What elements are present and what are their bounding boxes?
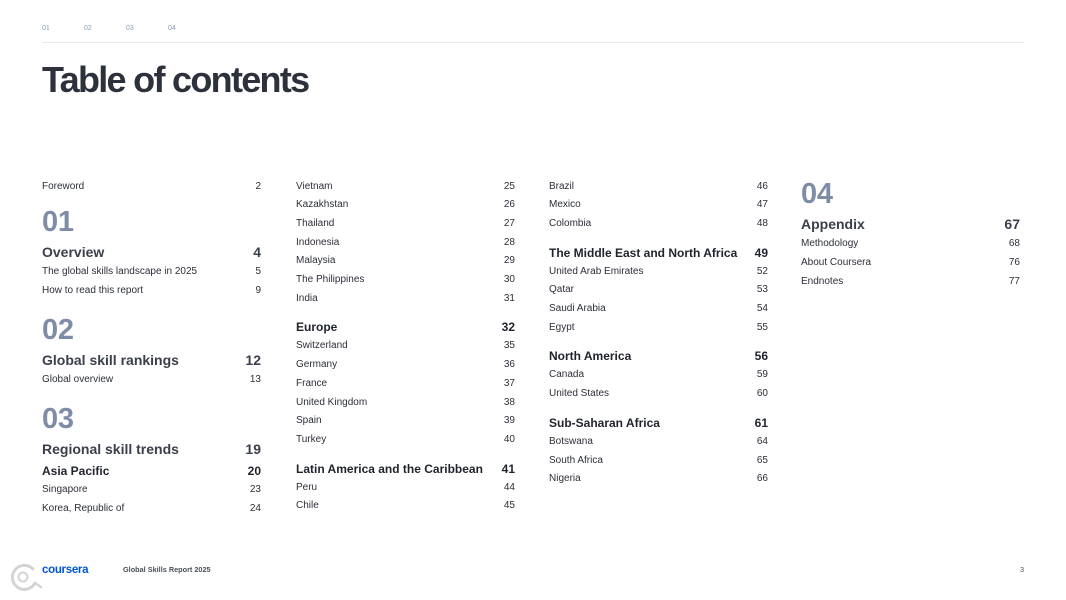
toc-entry-page-number: 36 [503, 359, 515, 371]
chapter-heading-page-number: 4 [253, 243, 261, 260]
toc-entry-page-number: 44 [503, 481, 515, 493]
chapter-number-label: 04 [801, 178, 833, 211]
toc-entry-page-number: 53 [756, 284, 768, 296]
toc-entry-label: Chile [296, 500, 319, 512]
toc-entry-label: Egypt [549, 321, 575, 333]
toc-entry-label: United Kingdom [296, 396, 368, 408]
coursera-logo: coursera [42, 564, 89, 576]
watermark-logo [6, 561, 46, 593]
toc-entry[interactable] [296, 252, 515, 271]
toc-entry-page-number: 68 [1008, 238, 1020, 250]
page-title: Table of contents [42, 59, 309, 100]
toc-entry-label: South Africa [549, 454, 603, 466]
toc-entry[interactable] [296, 412, 515, 431]
chapter-heading[interactable] [42, 349, 261, 371]
toc-entry-page-number: 35 [503, 340, 515, 352]
toc-entry-page-number: 23 [249, 484, 261, 496]
chapter-number [42, 404, 261, 434]
chapter-number-label: 03 [42, 402, 74, 435]
toc-entry[interactable] [801, 273, 1020, 292]
toc-entry-label: Brazil [549, 180, 575, 192]
toc-entry-label: Nigeria [549, 473, 581, 485]
toc-column-1 [42, 178, 261, 519]
toc-entry-label: Canada [549, 369, 585, 381]
chapter-heading-label: Overview [42, 243, 105, 260]
chapter-number-label: 02 [42, 313, 74, 346]
toc-entry[interactable] [296, 178, 515, 197]
toc-entry-label: Vietnam [296, 180, 333, 192]
chapter-heading[interactable] [42, 438, 261, 460]
chapter-heading-page-number: 67 [1004, 216, 1020, 233]
toc-entry-page-number: 13 [249, 373, 261, 385]
toc-entry[interactable] [549, 470, 768, 489]
toc-entry[interactable] [42, 178, 261, 197]
toc-entry-page-number: 28 [503, 236, 515, 248]
region-heading-label: Sub-Saharan Africa [549, 415, 660, 430]
region-heading[interactable] [42, 462, 261, 481]
toc-entry-page-number: 39 [503, 415, 515, 427]
chapter-heading-label: Appendix [801, 216, 865, 233]
toc-entry-label: Switzerland [296, 340, 348, 352]
toc-entry-page-number: 9 [255, 284, 261, 296]
chapter-heading-page-number: 19 [245, 440, 261, 457]
region-heading-label: Europe [296, 320, 338, 335]
toc-entry-label: France [296, 377, 328, 389]
toc-entry-page-number: 40 [503, 433, 515, 445]
toc-entry-label: Endnotes [801, 275, 844, 287]
region-heading-page-number: 49 [754, 245, 768, 260]
toc-entry-page-number: 5 [255, 265, 261, 277]
toc-entry-label: Malaysia [296, 255, 336, 267]
toc-entry[interactable] [549, 196, 768, 215]
toc-entry-label: Kazakhstan [296, 199, 349, 211]
chapter-number [42, 207, 261, 237]
toc-entry-page-number: 77 [1008, 275, 1020, 287]
region-heading-label: Asia Pacific [42, 464, 110, 479]
toc-entry-page-number: 46 [756, 180, 768, 192]
toc-entry-label: Indonesia [296, 236, 340, 248]
chapter-number-label: 01 [42, 205, 74, 238]
toc-entry-label: Germany [296, 359, 338, 371]
toc-entry[interactable] [296, 497, 515, 516]
toc-entry-label: The Philippines [296, 274, 365, 286]
toc-entry-label: Methodology [801, 238, 859, 250]
toc-entry-label: India [296, 292, 318, 304]
chapter-heading-page-number: 12 [245, 351, 261, 368]
toc-entry-label: United States [549, 388, 610, 400]
toc-entry-page-number: 66 [756, 473, 768, 485]
region-heading[interactable] [549, 414, 768, 433]
toc-entry-page-number: 48 [756, 218, 768, 230]
chapter-heading[interactable] [42, 241, 261, 263]
chapter-nav [42, 24, 210, 34]
toc-entry[interactable] [549, 319, 768, 338]
toc-entry-page-number: 31 [503, 292, 515, 304]
region-heading[interactable] [296, 460, 515, 479]
toc-entry-label: United Arab Emirates [549, 265, 644, 277]
toc-entry-page-number: 45 [503, 500, 515, 512]
toc-entry[interactable] [296, 290, 515, 309]
toc-entry[interactable] [296, 215, 515, 234]
toc-entry-label: Peru [296, 481, 318, 493]
toc-entry-label: The global skills landscape in 2025 [42, 265, 198, 277]
region-heading-page-number: 41 [501, 461, 515, 476]
toc-entry-label: Turkey [296, 433, 327, 445]
toc-entry[interactable] [549, 281, 768, 300]
region-heading[interactable] [296, 318, 515, 337]
toc-entry-page-number: 27 [503, 218, 515, 230]
toc-entry[interactable] [549, 178, 768, 197]
toc-entry-page-number: 47 [756, 199, 768, 211]
chapter-heading[interactable] [801, 213, 1020, 235]
toc-entry[interactable] [42, 282, 261, 301]
nav-tab-03[interactable]: 03 [126, 25, 134, 32]
footer-report-name: Global Skills Report 2025 [123, 565, 211, 574]
region-heading[interactable] [549, 244, 768, 263]
chapter-number [42, 315, 261, 345]
toc-entry-page-number: 52 [756, 265, 768, 277]
toc-entry-page-number: 60 [756, 388, 768, 400]
toc-entry-label: Mexico [549, 199, 581, 211]
region-heading-page-number: 56 [754, 349, 768, 364]
toc-entry[interactable] [296, 356, 515, 375]
toc-entry-label: Spain [296, 415, 322, 427]
toc-column-4 [801, 178, 1020, 292]
toc-entry-page-number: 26 [503, 199, 515, 211]
toc-entry[interactable] [296, 431, 515, 450]
toc-entry[interactable] [549, 433, 768, 452]
toc-entry-page-number: 30 [503, 274, 515, 286]
toc-entry-page-number: 55 [756, 321, 768, 333]
toc-entry[interactable] [549, 300, 768, 319]
toc-entry-page-number: 64 [756, 435, 768, 447]
toc-entry[interactable] [42, 500, 261, 519]
toc-entry-page-number: 29 [503, 255, 515, 267]
toc-entry[interactable] [296, 271, 515, 290]
toc-entry-page-number: 2 [255, 180, 261, 192]
toc-entry[interactable] [296, 394, 515, 413]
toc-entry[interactable] [801, 254, 1020, 273]
nav-tab-01[interactable]: 01 [42, 25, 50, 32]
toc-entry-page-number: 65 [756, 454, 768, 466]
toc-entry[interactable] [549, 452, 768, 471]
toc-entry[interactable] [296, 337, 515, 356]
toc-entry[interactable] [296, 234, 515, 253]
chapter-heading-label: Regional skill trends [42, 440, 179, 457]
chapter-heading-label: Global skill rankings [42, 351, 179, 368]
toc-entry-page-number: 76 [1008, 256, 1020, 268]
toc-entry-label: Saudi Arabia [549, 303, 606, 315]
toc-entry-label: Korea, Republic of [42, 503, 125, 515]
toc-entry-label: About Coursera [801, 256, 872, 268]
region-heading-label: The Middle East and North Africa [549, 245, 738, 260]
toc-column-2 [296, 178, 515, 516]
toc-entry-page-number: 24 [249, 503, 261, 515]
toc-entry[interactable] [42, 481, 261, 500]
header-divider [42, 42, 1024, 43]
toc-entry[interactable] [296, 479, 515, 498]
toc-entry[interactable] [549, 263, 768, 282]
region-heading-label: North America [549, 349, 632, 364]
toc-entry-label: Colombia [549, 218, 592, 230]
toc-column-3 [549, 178, 768, 489]
toc-entry[interactable] [549, 366, 768, 385]
toc-entry[interactable] [42, 371, 261, 390]
region-heading[interactable] [549, 347, 768, 366]
toc-entry-page-number: 37 [503, 377, 515, 389]
toc-entry-label: Foreword [42, 180, 85, 192]
region-heading-label: Latin America and the Caribbean [296, 461, 483, 476]
toc-entry[interactable] [296, 375, 515, 394]
toc-entry-label: Qatar [549, 284, 575, 296]
toc-entry-label: Botswana [549, 435, 593, 447]
nav-tab-04[interactable]: 04 [168, 25, 176, 32]
toc-entry-page-number: 54 [756, 303, 768, 315]
toc-entry[interactable] [549, 215, 768, 234]
footer-page-number: 3 [1019, 565, 1024, 574]
region-heading-page-number: 20 [247, 464, 261, 479]
toc-entry[interactable] [549, 385, 768, 404]
toc-entry-label: Thailand [296, 218, 335, 230]
toc-entry-label: How to read this report [42, 284, 144, 296]
toc-entry-page-number: 38 [503, 396, 515, 408]
chapter-number [801, 179, 1020, 209]
region-heading-page-number: 32 [501, 320, 515, 335]
toc-entry[interactable] [42, 263, 261, 282]
toc-entry-page-number: 25 [503, 180, 515, 192]
toc-entry-label: Singapore [42, 484, 88, 496]
toc-entry[interactable] [296, 196, 515, 215]
toc-entry-label: Global overview [42, 373, 114, 385]
toc-entry-page-number: 59 [756, 369, 768, 381]
region-heading-page-number: 61 [754, 415, 768, 430]
toc-entry[interactable] [801, 235, 1020, 254]
nav-tab-02[interactable]: 02 [84, 25, 92, 32]
